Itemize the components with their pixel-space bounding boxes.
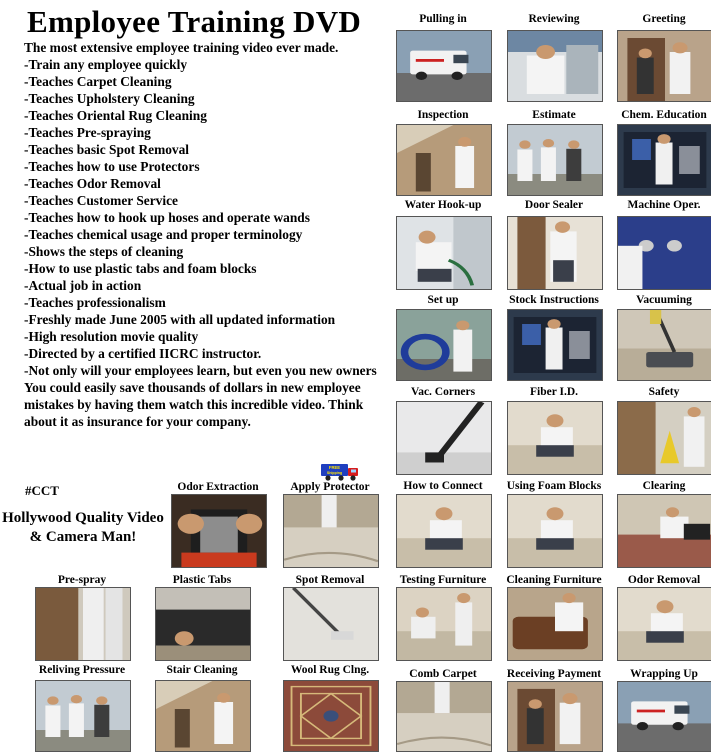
thumbnail-photo	[396, 494, 492, 568]
thumbnail-photo	[507, 30, 603, 102]
free-shipping-truck-icon	[320, 462, 360, 482]
thumbnail-photo	[396, 401, 492, 475]
feature-item: -Train any employee quickly	[24, 57, 188, 72]
thumbnail-photo	[507, 494, 603, 568]
feature-item: -Actual job in action	[24, 278, 142, 293]
thumbnail-photo	[617, 30, 711, 102]
feature-item: -Teaches Oriental Rug Cleaning	[24, 108, 207, 123]
thumbnail-caption: Vac. Corners	[410, 386, 476, 398]
thumbnail-caption: Odor Removal	[627, 574, 701, 586]
thumbnail-caption: Reviewing	[528, 13, 580, 25]
thumbnail-photo	[617, 309, 711, 381]
thumbnail-caption: Cleaning Furniture	[506, 574, 602, 586]
thumbnail-photo	[35, 587, 131, 661]
thumbnail-caption: Apply Protector	[290, 481, 370, 493]
hollywood-line: & Camera Man!	[29, 529, 137, 545]
thumbnail-photo	[35, 680, 131, 752]
thumbnail-caption: Comb Carpet	[409, 668, 477, 680]
feature-item: -Teaches Carpet Cleaning	[24, 74, 172, 89]
thumbnail-photo	[617, 681, 711, 752]
thumbnail-photo	[155, 680, 251, 752]
feature-item: -Teaches how to hook up hoses and operate wands	[24, 210, 310, 225]
thumbnail-caption: Stock Instructions	[509, 294, 599, 306]
thumbnail-caption: Chem. Education	[621, 109, 707, 121]
thumbnail-photo	[396, 124, 492, 196]
thumbnail-photo	[617, 401, 711, 475]
feature-item: -Freshly made June 2005 with all updated information	[24, 312, 336, 327]
thumbnail-caption: How to Connect	[403, 480, 483, 492]
feature-item: -Teaches chemical usage and proper terminology	[24, 227, 303, 242]
thumbnail-caption: Door Sealer	[524, 199, 584, 211]
thumbnail-caption: Plastic Tabs	[172, 574, 232, 586]
thumbnail-photo	[507, 401, 603, 475]
pitch-paragraph: You could easily save thousands of dollars in new employee mistakes by having them watch this incredible video. Think about it as insurance for your company.	[24, 380, 364, 429]
thumbnail-photo	[283, 680, 379, 752]
thumbnail-photo	[396, 309, 492, 381]
feature-item: -Directed by a certified IICRC instructor.	[24, 346, 262, 361]
feature-list	[24, 39, 404, 379]
feature-item: -Teaches Customer Service	[24, 193, 178, 208]
feature-item: -Shows the steps of cleaning	[24, 244, 184, 259]
thumbnail-caption: Receiving Payment	[506, 668, 602, 680]
thumbnail-photo	[396, 216, 492, 290]
thumbnail-photo	[396, 30, 492, 102]
thumbnail-caption: Safety	[648, 386, 680, 398]
feature-item: -Teaches basic Spot Removal	[24, 142, 190, 157]
feature-item: -Teaches Upholstery Cleaning	[24, 91, 195, 106]
thumbnail-photo	[617, 216, 711, 290]
cct-tag: #CCT	[25, 483, 59, 498]
thumbnail-photo	[507, 309, 603, 381]
thumbnail-caption: Testing Furniture	[399, 574, 487, 586]
thumbnail-caption: Fiber I.D.	[529, 386, 579, 398]
svg-text:FREE: FREE	[328, 465, 341, 470]
thumbnail-caption: Stair Cleaning	[166, 664, 238, 676]
feature-item: -High resolution movie quality	[24, 329, 199, 344]
feature-item: -Teaches how to use Protectors	[24, 159, 200, 174]
svg-text:Shipping: Shipping	[326, 471, 343, 475]
thumbnail-photo	[507, 124, 603, 196]
feature-item: The most extensive employee training video ever made.	[24, 40, 339, 55]
thumbnail-photo	[155, 587, 251, 661]
thumbnail-caption: Water Hook-up	[404, 199, 482, 211]
thumbnail-caption: Vacuuming	[636, 294, 692, 306]
thumbnail-photo	[507, 216, 603, 290]
thumbnail-caption: Using Foam Blocks	[506, 480, 602, 492]
thumbnail-photo	[396, 681, 492, 752]
thumbnail-photo	[617, 587, 711, 661]
thumbnail-caption: Reliving Pressure	[38, 664, 126, 676]
feature-item: -Teaches Pre-spraying	[24, 125, 151, 140]
thumbnail-caption: Odor Extraction	[177, 481, 259, 493]
thumbnail-caption: Machine Oper.	[627, 199, 701, 211]
thumbnail-photo	[283, 494, 379, 568]
thumbnail-photo	[507, 681, 603, 752]
thumbnail-caption: Clearing	[642, 480, 686, 492]
feature-item: -How to use plastic tabs and foam blocks	[24, 261, 257, 276]
page-title: Employee Training DVD	[27, 4, 362, 39]
hollywood-line: Hollywood Quality Video	[2, 510, 164, 526]
thumbnail-caption: Estimate	[532, 109, 576, 121]
thumbnail-photo	[507, 587, 603, 661]
thumbnail-caption: Greeting	[642, 13, 686, 25]
thumbnail-photo	[283, 587, 379, 661]
thumbnail-photo	[171, 494, 267, 568]
thumbnail-caption: Wrapping Up	[630, 668, 698, 680]
thumbnail-caption: Spot Removal	[295, 574, 365, 586]
feature-item: -Teaches Odor Removal	[24, 176, 161, 191]
thumbnail-photo	[396, 587, 492, 661]
thumbnail-caption: Set up	[427, 294, 459, 306]
thumbnail-caption: Inspection	[417, 109, 469, 121]
thumbnail-caption: Pulling in	[419, 13, 467, 25]
thumbnail-caption: Wool Rug Clng.	[290, 664, 370, 676]
hollywood-caption	[0, 509, 166, 547]
feature-item: -Teaches professionalism	[24, 295, 166, 310]
thumbnail-caption: Pre-spray	[57, 574, 107, 586]
thumbnail-photo	[617, 124, 711, 196]
feature-item: -Not only will your employees learn, but even you new owners	[24, 363, 377, 378]
thumbnail-photo	[617, 494, 711, 568]
